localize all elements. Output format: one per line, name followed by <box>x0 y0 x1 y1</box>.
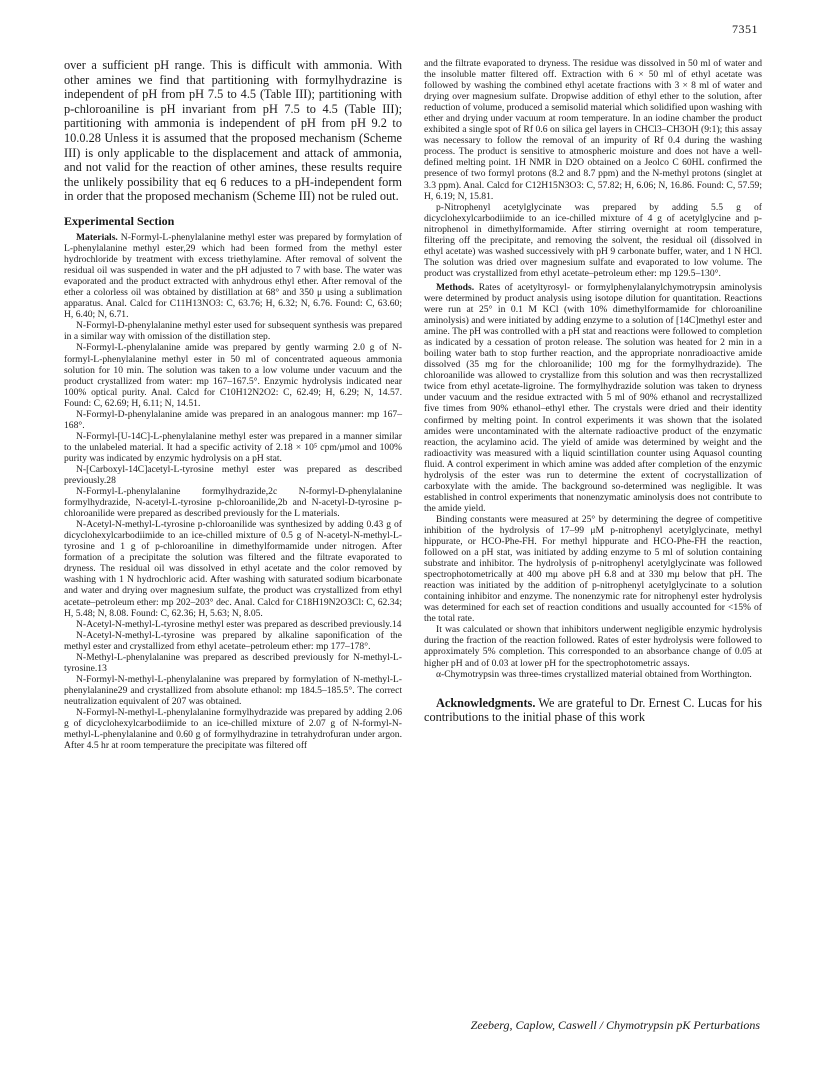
paragraph: N-Formyl-[U-14C]-L-phenylalanine methyl ester was prepared in a manner similar to the unlabeled material. It had a specific activity of 2.18 × 10⁵ cpm/μmol and 100% purity was indicated by enzymic hydrolysis on a pH stat. <box>64 430 402 464</box>
paragraph: N-Methyl-L-phenylalanine was prepared as described previously for N-methyl-L-tyrosine.13 <box>64 651 402 674</box>
acknowledgments-runhead: Acknowledgments. <box>436 695 536 710</box>
materials-runhead: Materials. <box>76 231 118 243</box>
paragraph: N-Formyl-N-methyl-L-phenylalanine was prepared by formylation of N-methyl-L-phenylalanine29 and crystallized from absolute ethanol: mp 184.5–185.5°. The correct neutralization equivalent of 207 was obtained. <box>64 673 402 707</box>
page-number: 7351 <box>732 22 758 36</box>
paragraph: N-Acetyl-N-methyl-L-tyrosine methyl ester was prepared as described previously.14 <box>76 618 402 630</box>
paragraph: N-Acetyl-N-methyl-L-tyrosine was prepared by alkaline saponification of the methyl ester and crystallized from ethyl acetate–petroleum ether: mp 177–178°. <box>64 629 402 652</box>
paragraph: N-[Carboxyl-14C]acetyl-L-tyrosine methyl ester was prepared as described previously.28 <box>64 463 402 487</box>
calc-paragraph: It was calculated or shown that inhibitors underwent negligible enzymic hydrolysis during the fraction of the reaction followed. Rates of ester hydrolysis were followed to approximately 5% completion. This corresponded to an absorbance change of 0.05 at higher pH and of 0.03 at lower pH for the spectrophotometric assays. <box>424 624 762 669</box>
right-column <box>424 58 762 725</box>
paragraph: N-Formyl-D-phenylalanine methyl ester used for subsequent synthesis was prepared in a similar way with omission of the distillation step. <box>64 320 402 343</box>
paragraph: N-Formyl-L-phenylalanine amide was prepared by gently warming 2.0 g of N-formyl-L-phenylalanine methyl ester in 50 ml of concentrated aqueous ammonia solution for 10 min. The solution was taken to a low volume under vacuum and the product crystallized from water: mp 167–167.5°. Enzymic hydrolysis indicated near 100% optical purity. Anal. Calcd for C10H12N2O2: C, 62.49; H, 6.29; N, 14.57. Found: C, 62.69; H, 6.11; N, 14.51. <box>64 342 402 409</box>
left-column <box>64 58 402 751</box>
running-footer: Zeeberg, Caplow, Caswell / Chymotrypsin pK Perturbations <box>470 1018 760 1032</box>
nitrophenyl-paragraph: p-Nitrophenyl acetylglycinate was prepared by adding 5.5 g of dicyclohexylcarbodiimide to an ice-chilled mixture of 4 g of acetylglycine and p-nitrophenol in dimethylformamide. After stirring overnight at room temperature, filtering off the precipitate, and removing the solvent, the residual oil (dissolved in ethyl acetate) was washed successively with pH 9 carbonate buffer, water, and 1 N HCl. The solution was dried over magnesium sulfate and evaporated to low volume. The product was crystallized from ethyl acetate–petroleum ether: mp 129.5–130°. <box>424 201 762 279</box>
paragraph-text: N-Formyl-L-phenylalanine methyl ester was prepared by formylation of L-phenylalanine methyl ester,29 which had been formed from the methyl ester hydrochloride by treatment with excess triethylamine. After removal of solvent the residual oil was suspended in water and the pH adjusted to 7 with base. The water was evaporated and the product extracted with anhydrous ethyl ether. After removal of the ether a colorless oil was obtained by distillation at 68° and 350 μ using a sublimation apparatus. Anal. Calcd for C11H13NO3: C, 63.76; H, 6.32; N, 6.76. Found: C, 63.60; H, 6.40; N, 6.71. <box>64 231 402 321</box>
methods-runhead: Methods. <box>436 281 475 293</box>
acknowledgments-text: We are grateful to Dr. Ernest C. Lucas for his contributions to the initial phase of this work <box>424 695 763 725</box>
materials-paragraph <box>64 232 402 320</box>
acknowledgments-paragraph <box>424 696 762 725</box>
paragraph: N-Acetyl-N-methyl-L-tyrosine p-chloroanilide was synthesized by adding 0.43 g of dicyclohexylcarbodiimide to an ice-chilled mixture of 0.5 g of N-acetyl-N-methyl-L-tyrosine and 1 g of p-chloroaniline in dimethylformamide under nitrogen. After formation of a precipitate the solution was filtered and the filtrate evaporated to dryness. The residual oil was dissolved in ethyl acetate and the color removed by washing with 1 N hydrochloric acid. After washing with saturated sodium bicarbonate and water and drying over magnesium sulfate, the product was crystallized from ethyl acetate–petroleum ether: mp 202–203° dec. Anal. Calcd for C18H19N2O3Cl: C, 62.34; H, 5.48; N, 8.08. Found: C, 62.36; H, 5.63; N, 8.05. <box>64 519 402 619</box>
section-heading: Experimental Section <box>64 213 175 228</box>
binding-paragraph: Binding constants were measured at 25° by determining the degree of competitive inhibition of the hydrolysis of 17–99 μM p-nitrophenyl acetylglycinate, methyl hippurate, or HCO-Phe-FH. For methyl hippurate and HCO-Phe-FH the reaction, followed on a pH stat, was initiated by adding enzyme to 5 ml of solution containing substrate and inhibitor. The hydrolysis of p-nitrophenyl acetylglycinate was followed spectrophotometrically at 400 mμ above pH 6.8 and at 330 mμ below that pH. The reaction was initiated by the addition of p-nitrophenyl acetylglycinate to a solution containing inhibitor and enzyme. The nonenzymic rate for nitrophenyl ester hydrolysis was determined for each set of reaction conditions and usually accounted for <15% of the total rate. <box>424 513 762 625</box>
continuation-paragraph: and the filtrate evaporated to dryness. The residue was dissolved in 50 ml of water and the insoluble matter filtered off. Extraction with 6 × 50 ml of ethyl acetate was followed by washing the combined ethyl acetate fractions with 3 × 8 ml of water and drying over magnesium sulfate. Dropwise addition of ethyl ether to the solution, after reduction of volume, produced a semisolid material which solidified upon washing with ether and drying under vacuum at room temperature. In an iodine chamber the product exhibited a single spot of Rf 0.6 on silica gel layers in CHCl3–CH3OH (9:1); this assay was necessary to follow the removal of an impurity of Rf 0.4 during the washing process. The product is sensitive to atmospheric moisture and does not have a well-defined melting point. 1H NMR in D2O obtained on a Jeolco C 60HL confirmed the presence of two formyl protons (8.2 and 8.7 ppm) and the N-methyl protons (singlet at 3.3 ppm). Anal. Calcd for C12H15N3O3: C, 57.82; H, 6.06; N, 16.86. Found: C, 57.59; H, 6.19; N, 15.81. <box>424 58 762 202</box>
paragraph: N-Formyl-N-methyl-L-phenylalanine formylhydrazide was prepared by adding 2.06 g of dicyclohexylcarbodiimide to an ice-chilled mixture of 2.07 g of N-formyl-N-methyl-L-phenylalanine and 0.60 g of formylhydrazine in tetrahydrofuran under argon. After 4.5 hr at room temperature the precipitate was filtered off <box>64 707 402 752</box>
chymotrypsin-paragraph: α-Chymotrypsin was three-times crystallized material obtained from Worthington. <box>436 668 752 680</box>
lead-paragraph: over a sufficient pH range. This is difficult with ammonia. With other amines we find that partitioning with formylhydrazine is independent of pH from pH 7.5 to 4.5 (Table III); partitioning with p-chloroaniline is pH invariant from pH 7.5 to 4.5 (Table III); partitioning with ammonia is independent of pH from pH 9.2 to 10.0.28 Unless it is assumed that the proposed mechanism (Scheme III) is only applicable to the displacement and attack of ammonia, and not valid for the reaction of other amines, these results require the unlikely possibility that eq 6 reduces to a pH-independent form in order that the proposed mechanism (Scheme III) not be ruled out. <box>64 58 402 204</box>
paragraph: N-Formyl-L-phenylalanine formylhydrazide,2c N-formyl-D-phenylalanine formylhydrazide, N-acetyl-L-tyrosine p-chloroanilide,2b and N-acetyl-D-tyrosine p-chloroanilide were prepared as described previously for the L materials. <box>64 486 402 520</box>
methods-text: Rates of acetyltyrosyl- or formylphenylalanylchymotrypsin aminolysis were determined by product analysis using isotope dilution for quantitation. Reactions were run at 25° in 0.1 M KCl (with 10% dimethylformamide for chloroaniline aminolysis) and were initiated by adding enzyme to a solution of [14C]methyl ester and amine. The pH was controlled with a pH stat and reactions were followed to completion as indicated by a cessation of proton release. The solution was heated for 2 min in a boiling water bath to stop further reaction, and the appropriate nonradioactive amide dissolved (35 mg for the chloroanilide; 100 mg for the formylhydrazide). The chloroanilide was allowed to crystallize from this solution and was then recrystallized twice from ethyl acetate-ligroine. The formylhydrazide solution was taken to dryness under vacuum and the residue extracted with 5 ml of 90% ethanol and recrystallized five times from 90% ethanol–ethyl ether. The crystals were dried and their identity confirmed by melting point. In control experiments it was shown that the isolated amides were uncontaminated with the alternate radioactive product of the enzymatic reaction, the acylamino acid. The yield of amide was determined by weight and the radioactivity was measured with a liquid scintillation counter using Aquasol counting fluid. A control experiment in which amine was added after completion of the enzymic hydrolysis of the ester was run to determine the extent of cocrystallization of carboxylate with the amide. The background so-determined was negligible. It was established in control experiments that nonenzymatic aminolysis does not contribute to the amide yield. <box>424 281 762 514</box>
methods-paragraph <box>424 282 762 514</box>
paragraph: N-Formyl-D-phenylalanine amide was prepared in an analogous manner: mp 167–168°. <box>64 408 402 431</box>
